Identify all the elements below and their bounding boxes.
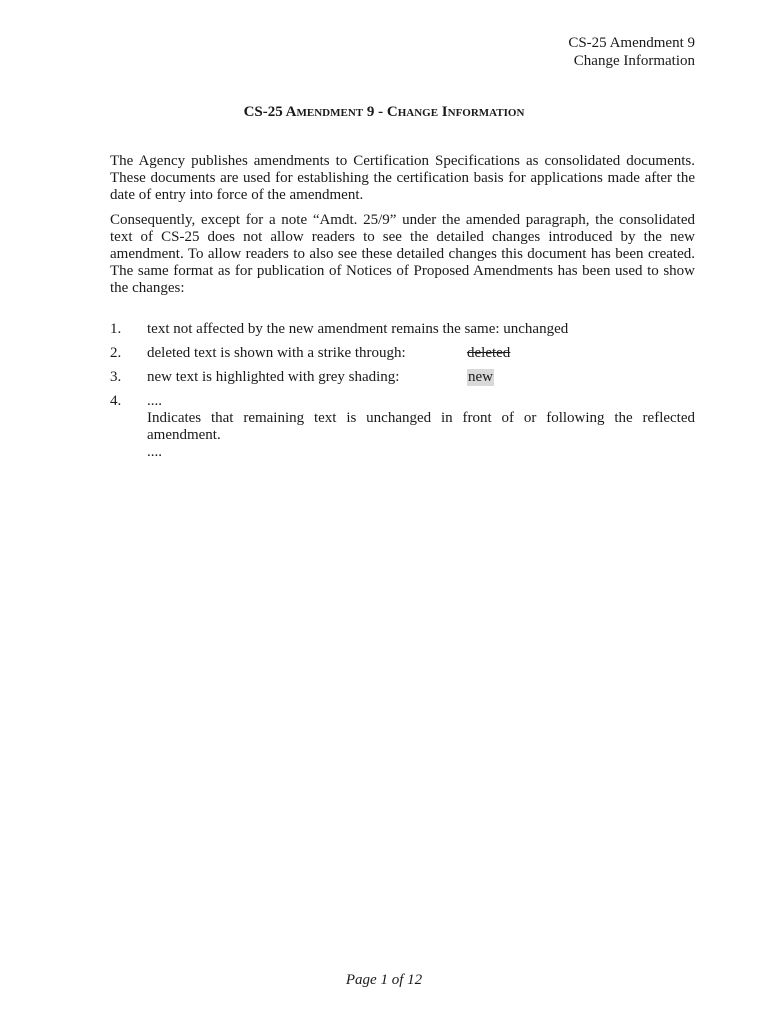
page-number: Page 1 of 12 — [345, 972, 423, 988]
list-text: deleted text is shown with a strike through: — [147, 345, 406, 361]
list-number: 1. — [110, 321, 122, 337]
running-header — [568, 34, 695, 70]
header-section: Change Information — [573, 53, 695, 69]
list-item — [110, 393, 695, 461]
new-example: new — [468, 369, 493, 385]
list-number: 4. — [110, 393, 122, 409]
deleted-example: deleted — [467, 345, 511, 361]
list-item — [110, 345, 695, 369]
list-text: new text is highlighted with grey shading: — [147, 369, 400, 385]
page-title: CS-25 AMENDMENT 9 - CHANGE INFORMATION — [243, 104, 525, 120]
list-item — [110, 321, 695, 345]
ellipsis-before: .... — [147, 393, 162, 409]
header-doc-id: CS-25 Amendment 9 — [568, 35, 695, 51]
list-item — [110, 369, 695, 393]
list-number: 2. — [110, 345, 122, 361]
ellipsis-after: .... — [147, 444, 162, 460]
list-text: text not affected by the new amendment remains the same: unchanged — [147, 321, 569, 337]
format-legend-list — [110, 321, 695, 461]
intro-paragraph: The Agency publishes amendments to Certification Specifications as consolidated documents. These documents are used for establishing the certification basis for applications made after the date of entry into force of the amendment. — [110, 153, 695, 203]
explanation-paragraph: Consequently, except for a note “Amdt. 25/9” under the amended paragraph, the consolidated text of CS-25 does not allow readers to see the detailed changes introduced by the new amendment. To allow readers to also see these detailed changes this document has been created. The same format as for publication of Notices of Proposed Amendments has been used to show the changes: — [110, 212, 695, 296]
list-text: Indicates that remaining text is unchanged in front of or following the reflected amendment. — [147, 410, 695, 443]
list-number: 3. — [110, 369, 122, 385]
